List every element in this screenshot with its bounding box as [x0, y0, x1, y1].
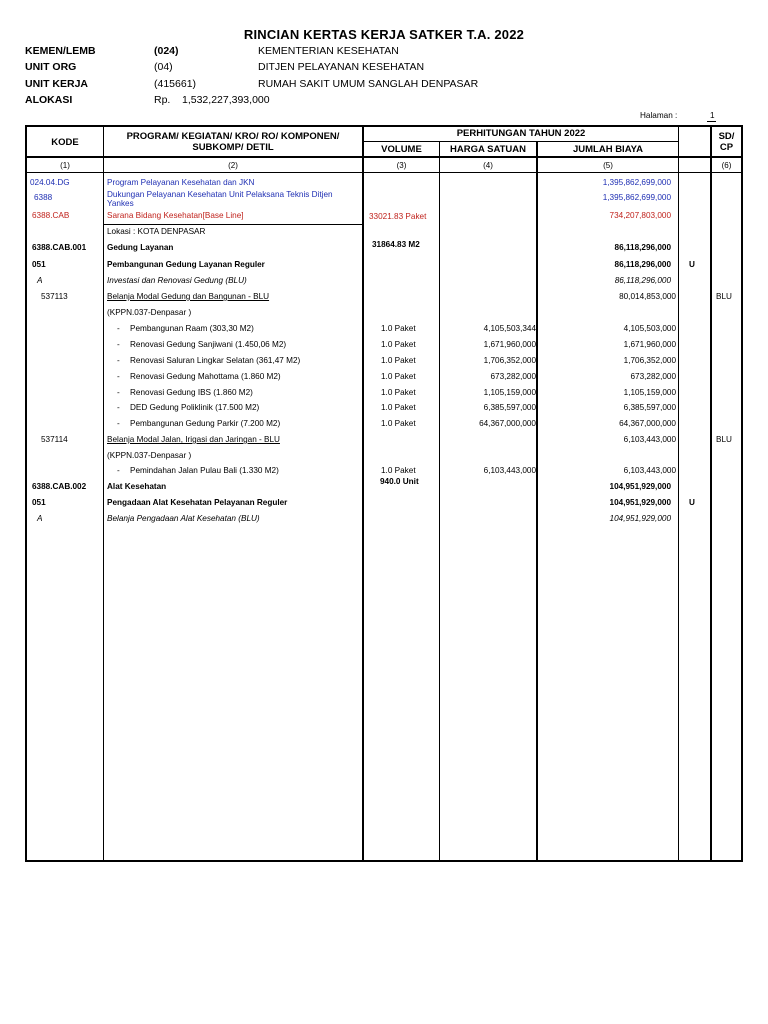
- unit-kerja-name: RUMAH SAKIT UMUM SANGLAH DENPASAR: [258, 78, 479, 90]
- row-desc: DED Gedung Poliklinik (17.500 M2): [130, 403, 260, 412]
- row-harga: 1,105,159,000: [483, 388, 536, 397]
- row-volume: 1.0 Paket: [381, 340, 416, 349]
- row-jumlah: 6,385,597,000: [623, 403, 676, 412]
- row-volume: 1.0 Paket: [381, 403, 416, 412]
- row-jumlah: 104,951,929,000: [609, 482, 671, 491]
- col-kode: KODE: [51, 137, 79, 148]
- row-jumlah: 86,118,296,000: [614, 260, 671, 269]
- row-desc: (KPPN.037-Denpasar ): [107, 308, 192, 317]
- row-desc: (KPPN.037-Denpasar ): [107, 451, 192, 460]
- alokasi-value: 1,532,227,393,000: [182, 94, 270, 106]
- row-jumlah: 1,105,159,000: [623, 388, 676, 397]
- alokasi-rp: Rp.: [154, 94, 171, 106]
- col-program-line1: PROGRAM/ KEGIATAN/ KRO/ RO/ KOMPONEN/: [126, 131, 340, 142]
- unit-org-label: UNIT ORG: [25, 61, 77, 73]
- row-kode: 6388.CAB: [32, 211, 70, 220]
- row-jumlah: 1,671,960,000: [623, 340, 676, 349]
- row-kode: 024.04.DG: [30, 178, 70, 187]
- row-harga: 1,706,352,000: [483, 356, 536, 365]
- unit-kerja-label: UNIT KERJA: [25, 78, 89, 90]
- row-desc: Renovasi Gedung Sanjiwani (1.450,06 M2): [130, 340, 287, 349]
- row-harga: 1,671,960,000: [483, 340, 536, 349]
- unit-org-name: DITJEN PELAYANAN KESEHATAN: [258, 61, 425, 73]
- row-volume: 1.0 Paket: [381, 324, 416, 333]
- row-desc: Renovasi Gedung Mahottama (1.860 M2): [130, 372, 281, 381]
- col-number-3: (3): [396, 161, 407, 170]
- row-harga: 6,103,443,000: [483, 466, 536, 475]
- row-sd: U: [689, 498, 695, 507]
- row-dash: -: [117, 372, 120, 381]
- col-jumlah-biaya: JUMLAH BIAYA: [572, 144, 644, 155]
- row-jumlah: 734,207,803,000: [609, 211, 671, 220]
- row-desc: Renovasi Saluran Lingkar Selatan (361,47 M2): [130, 356, 301, 365]
- row-sd: BLU: [716, 435, 732, 444]
- row-dash: -: [117, 340, 120, 349]
- col-number-5: (5): [603, 161, 613, 170]
- row-desc: Pembangunan Raam (303,30 M2): [130, 324, 254, 333]
- col-sd-line1: SD/: [718, 131, 735, 142]
- col-sd-line2: CP: [719, 142, 734, 153]
- row-dash: -: [117, 356, 120, 365]
- row-desc: Sarana Bidang Kesehatan[Base Line]: [107, 211, 244, 220]
- row-desc: Lokasi : KOTA DENPASAR: [107, 227, 206, 236]
- col-number-1: (1): [60, 161, 70, 170]
- col-perhitungan: PERHITUNGAN TAHUN 2022: [456, 128, 586, 139]
- row-desc: Gedung Layanan: [107, 243, 174, 252]
- alokasi-label: ALOKASI: [25, 94, 73, 106]
- col-harga-satuan: HARGA SATUAN: [450, 144, 526, 155]
- row-desc-line2: Yankes: [107, 199, 134, 208]
- row-sd: U: [689, 260, 695, 269]
- row-jumlah: 64,367,000,000: [619, 419, 676, 428]
- row-harga: 673,282,000: [490, 372, 536, 381]
- row-jumlah: 80,014,853,000: [619, 292, 676, 301]
- halaman-underline: [707, 121, 716, 122]
- row-jumlah: 6,103,443,000: [623, 466, 676, 475]
- row-desc: Renovasi Gedung IBS (1.860 M2): [130, 388, 253, 397]
- row-jumlah: 1,706,352,000: [623, 356, 676, 365]
- row-jumlah: 104,951,929,000: [609, 514, 671, 523]
- row-kode: 6388.CAB.002: [32, 482, 87, 491]
- row-jumlah: 86,118,296,000: [614, 276, 671, 285]
- row-desc: Pembangunan Gedung Parkir (7.200 M2): [130, 419, 281, 428]
- kemen-label: KEMEN/LEMB: [25, 45, 96, 57]
- row-kode: 051: [32, 498, 46, 507]
- kemen-code: (024): [154, 45, 179, 57]
- row-volume: 1.0 Paket: [381, 372, 416, 381]
- col-number-2: (2): [228, 161, 238, 170]
- row-kode: A: [37, 276, 43, 285]
- row-sd: BLU: [716, 292, 732, 301]
- row-dash: -: [117, 419, 120, 428]
- page-title: RINCIAN KERTAS KERJA SATKER T.A. 2022: [243, 27, 525, 42]
- row-jumlah: 6,103,443,000: [623, 435, 676, 444]
- col-number-4: (4): [483, 161, 493, 170]
- row-kode: 6388: [34, 193, 53, 202]
- row-kode: 051: [32, 260, 46, 269]
- row-desc: Belanja Pengadaan Alat Kesehatan (BLU): [107, 514, 260, 523]
- row-dash: -: [117, 324, 120, 333]
- row-dash: -: [117, 466, 120, 475]
- row-volume: 1.0 Paket: [381, 419, 416, 428]
- row-divider: [104, 224, 362, 225]
- col-number-6: (6): [721, 161, 732, 170]
- row-kode: A: [37, 514, 43, 523]
- unit-org-code: (04): [154, 61, 173, 73]
- kemen-name: KEMENTERIAN KESEHATAN: [258, 45, 399, 57]
- row-jumlah: 86,118,296,000: [614, 243, 671, 252]
- halaman-label: Halaman :: [640, 111, 678, 120]
- row-desc: Investasi dan Renovasi Gedung (BLU): [107, 276, 247, 285]
- row-volume: 1.0 Paket: [381, 356, 416, 365]
- row-desc: Belanja Modal Gedung dan Bangunan - BLU: [107, 292, 270, 301]
- row-volume: 31864.83 M2: [372, 240, 420, 249]
- row-jumlah: 4,105,503,000: [623, 324, 676, 333]
- row-kode: 537113: [41, 292, 68, 301]
- unit-kerja-code: (415661): [154, 78, 197, 90]
- row-volume: 1.0 Paket: [381, 388, 416, 397]
- row-dash: -: [117, 388, 120, 397]
- row-volume: 33021.83 Paket: [369, 212, 427, 221]
- row-jumlah: 104,951,929,000: [609, 498, 671, 507]
- halaman-number: 1: [710, 111, 715, 120]
- col-program-line2: SUBKOMP/ DETIL: [192, 142, 274, 153]
- row-desc-line1: Dukungan Pelayanan Kesehatan Unit Pelaksana Teknis Ditjen: [107, 190, 333, 199]
- col-volume: VOLUME: [381, 144, 422, 155]
- row-harga: 6,385,597,000: [483, 403, 536, 412]
- row-jumlah: 1,395,862,699,000: [602, 193, 671, 202]
- row-kode: 537114: [41, 435, 68, 444]
- row-harga: 4,105,503,344: [483, 324, 536, 333]
- row-desc: Pemindahan Jalan Pulau Bali (1.330 M2): [130, 466, 279, 475]
- row-jumlah: 1,395,862,699,000: [602, 178, 671, 187]
- row-kode: 6388.CAB.001: [32, 243, 87, 252]
- row-desc: Program Pelayanan Kesehatan dan JKN: [107, 178, 255, 187]
- row-desc: Alat Kesehatan: [107, 482, 167, 491]
- row-dash: -: [117, 403, 120, 412]
- row-desc: Pembangunan Gedung Layanan Reguler: [107, 260, 265, 269]
- row-volume: 940.0 Unit: [380, 477, 419, 486]
- row-jumlah: 673,282,000: [630, 372, 676, 381]
- row-desc: Belanja Modal Jalan, Irigasi dan Jaringan - BLU: [107, 435, 280, 444]
- row-harga: 64,367,000,000: [479, 419, 536, 428]
- row-volume: 1.0 Paket: [381, 466, 416, 475]
- row-desc: Pengadaan Alat Kesehatan Pelayanan Reguler: [107, 498, 288, 507]
